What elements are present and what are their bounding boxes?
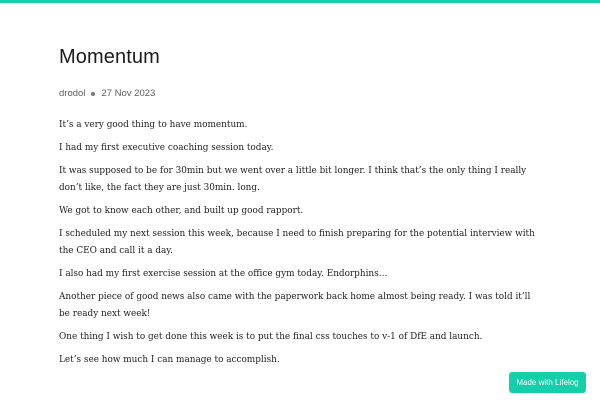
meta-separator-dot: [91, 92, 95, 96]
post-meta: [59, 87, 539, 101]
post-paragraph: We got to know each other, and built up good rapport.: [59, 206, 304, 216]
post-author: drodol: [59, 88, 86, 99]
post-paragraph: I had my first executive coaching session today.: [59, 143, 274, 153]
post-paragraph: Let’s see how much I can manage to accomplish.: [59, 355, 280, 365]
post-paragraph: One thing I wish to get done this week is to put the final css touches to v-1 of DfE and launch.: [59, 332, 483, 342]
post-paragraph: It’s a very good thing to have momentum.: [59, 120, 248, 130]
post-date: 27 Nov 2023: [101, 88, 156, 99]
post-paragraph: I scheduled my next session this week, because I need to finish preparing for the potential interview with the CEO and call it a day.: [59, 229, 535, 256]
post-body: [59, 117, 539, 369]
post-paragraph: Another piece of good news also came with the paperwork back home almost being ready. I was told it’ll be ready next week!: [59, 292, 531, 319]
post: [59, 44, 539, 375]
post-title: Momentum: [59, 46, 160, 68]
post-paragraph: It was supposed to be for 30min but we went over a little bit longer. I think that’s the only thing I really don’t like, the fact they are just 30min. long.: [59, 166, 527, 193]
made-with-lifelog-button[interactable]: Made with Lifelog: [509, 372, 586, 393]
post-paragraph: I also had my first exercise session at the office gym today. Endorphins…: [59, 269, 388, 279]
top-accent-bar: [0, 0, 600, 3]
